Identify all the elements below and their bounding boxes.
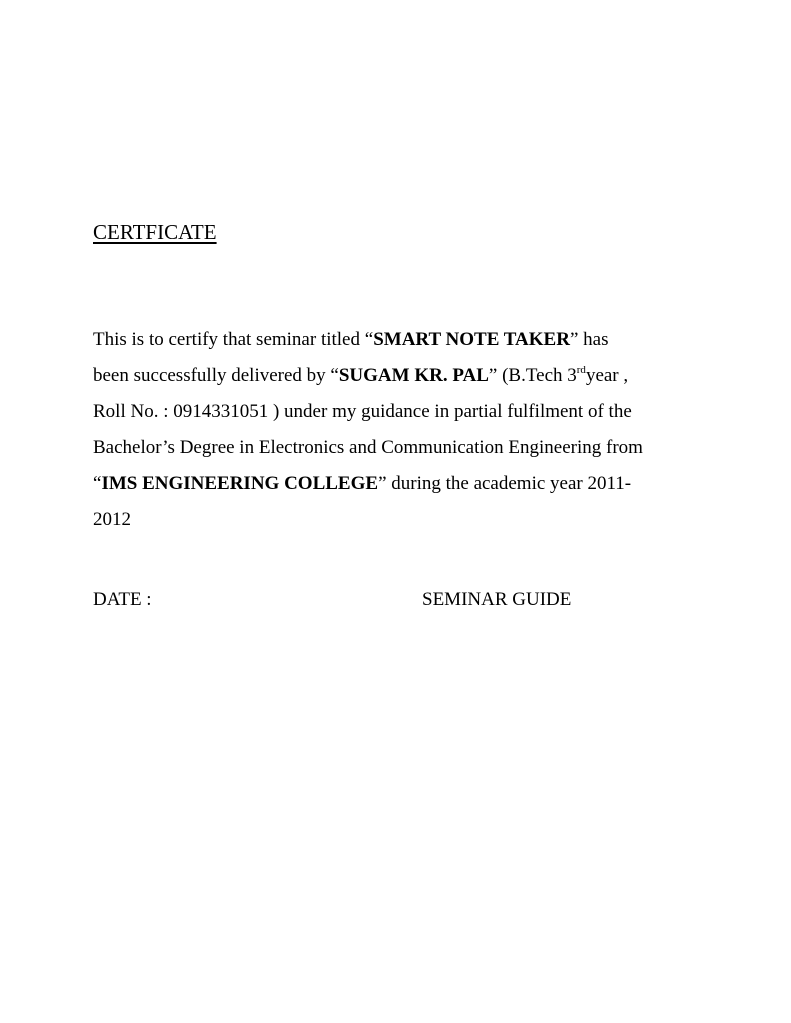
line-1-text-b: ” has xyxy=(569,329,609,350)
line-5-text-a: “ xyxy=(93,473,102,494)
paragraph-line-4: Bachelor’s Degree in Electronics and Communication Engineering from xyxy=(93,437,643,458)
seminar-title: SMART NOTE TAKER xyxy=(373,329,570,350)
line-5-text-b: ” during the academic year 2011- xyxy=(378,473,632,494)
line-2-text-a: been successfully delivered by “ xyxy=(93,365,339,386)
certificate-paragraph xyxy=(93,322,733,538)
paragraph-line-3: Roll No. : 0914331051 ) under my guidance in partial fulfilment of the xyxy=(93,401,632,422)
paragraph-line-2 xyxy=(93,358,733,394)
paragraph-line-5 xyxy=(93,466,733,502)
ordinal-superscript: rd xyxy=(576,364,586,376)
student-name: SUGAM KR. PAL xyxy=(338,365,489,386)
line-1-text-a: This is to certify that seminar titled “ xyxy=(93,329,374,350)
line-2-text-b: ” (B.Tech 3 xyxy=(488,365,577,386)
paragraph-line-1 xyxy=(93,322,733,358)
line-2-text-c: year , xyxy=(585,365,629,386)
date-label: DATE : xyxy=(93,589,152,610)
seminar-guide-label: SEMINAR GUIDE xyxy=(422,589,572,610)
paragraph-line-6: 2012 xyxy=(93,509,131,530)
college-name: IMS ENGINEERING COLLEGE xyxy=(101,473,379,494)
certificate-heading: CERTFICATE xyxy=(93,220,217,244)
